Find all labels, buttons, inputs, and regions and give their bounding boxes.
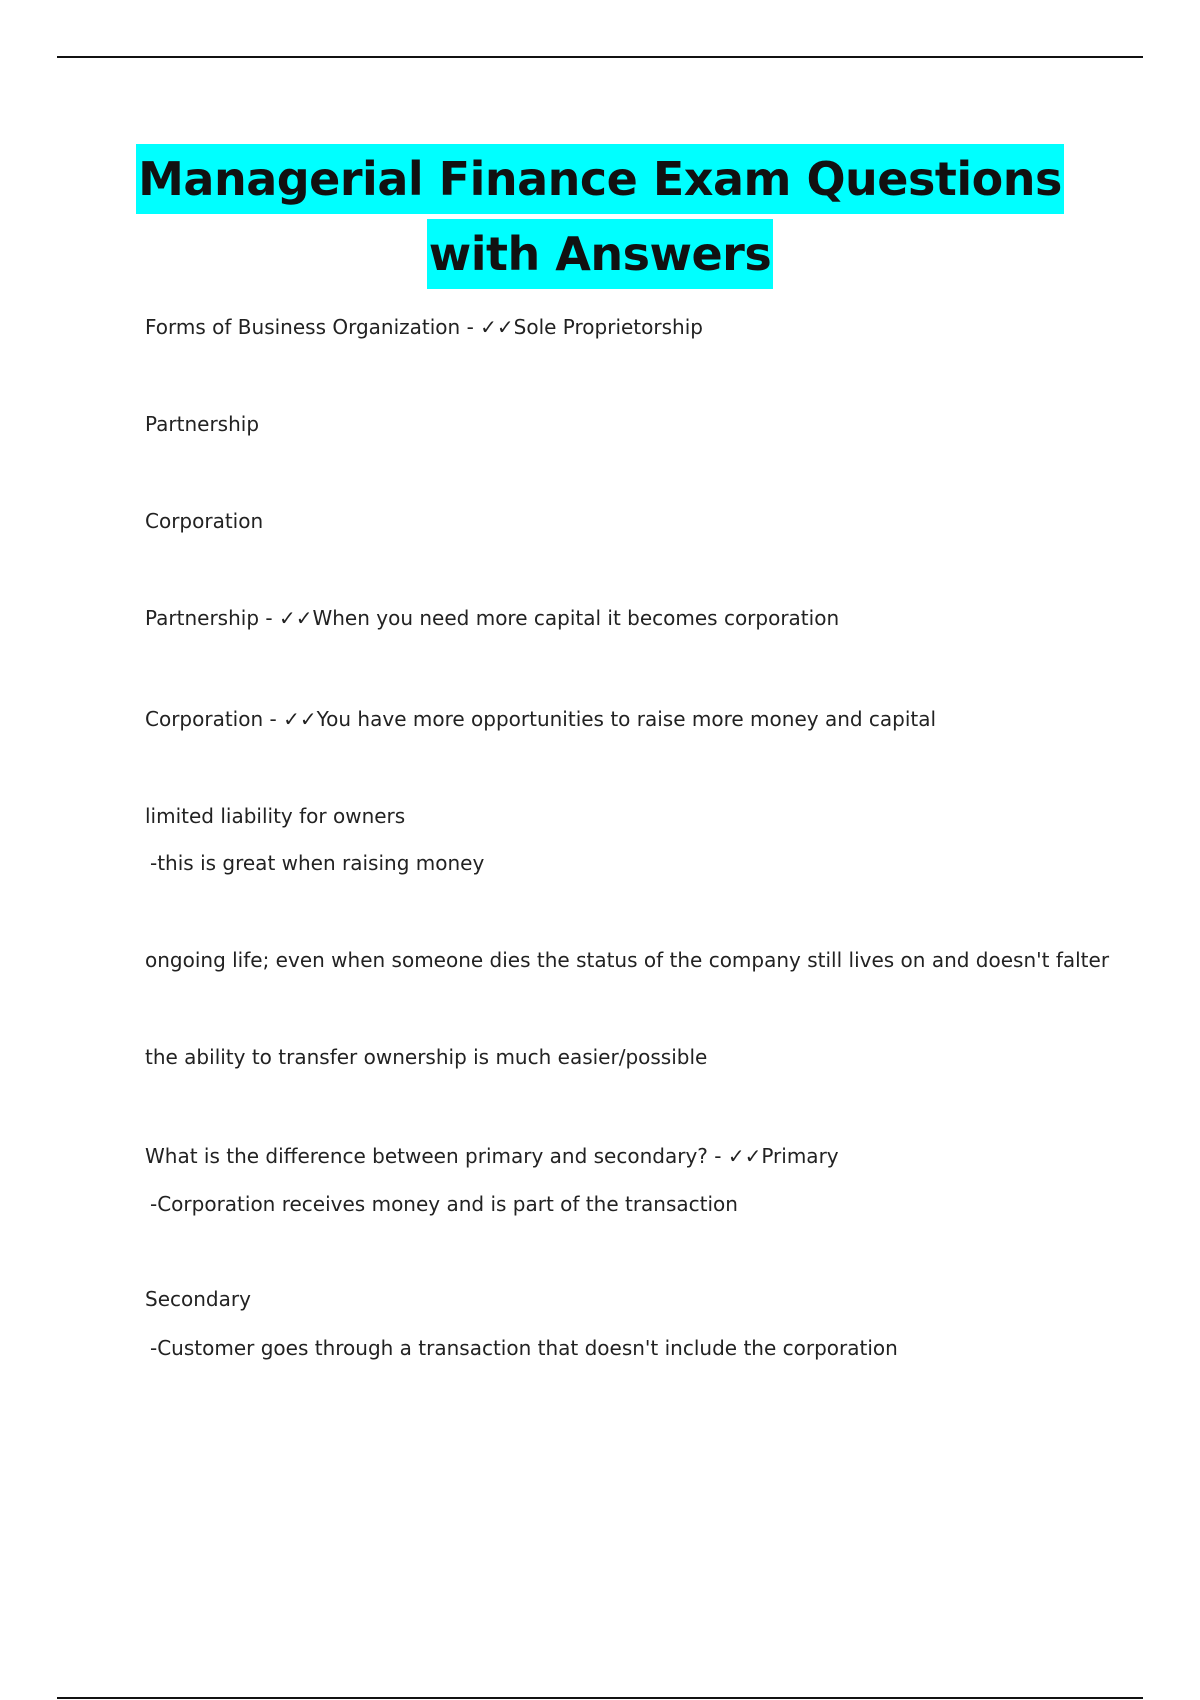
document-title [0, 144, 1200, 289]
text-line: Corporation - ✓✓You have more opportunities to raise more money and capital [145, 707, 937, 731]
text-line: Partnership [145, 412, 260, 436]
text-line: Forms of Business Organization - ✓✓Sole Proprietorship [145, 315, 703, 339]
text-line: What is the difference between primary and secondary? - ✓✓Primary [145, 1144, 839, 1168]
text-line: the ability to transfer ownership is much easier/possible [145, 1045, 708, 1069]
text-line: Corporation [145, 509, 264, 533]
title-line-2: with Answers [427, 219, 774, 289]
bottom-rule [57, 1697, 1143, 1699]
text-line: -this is great when raising money [150, 851, 485, 875]
text-line: ongoing life; even when someone dies the status of the company still lives on and doesn't falter [145, 948, 1110, 972]
text-line: -Customer goes through a transaction that doesn't include the corporation [150, 1336, 898, 1360]
text-line: Secondary [145, 1287, 251, 1311]
text-line: limited liability for owners [145, 804, 406, 828]
top-rule [57, 56, 1143, 58]
text-line: Partnership - ✓✓When you need more capital it becomes corporation [145, 606, 840, 630]
title-line-1: Managerial Finance Exam Questions [136, 144, 1064, 214]
text-line: -Corporation receives money and is part of the transaction [150, 1192, 738, 1216]
